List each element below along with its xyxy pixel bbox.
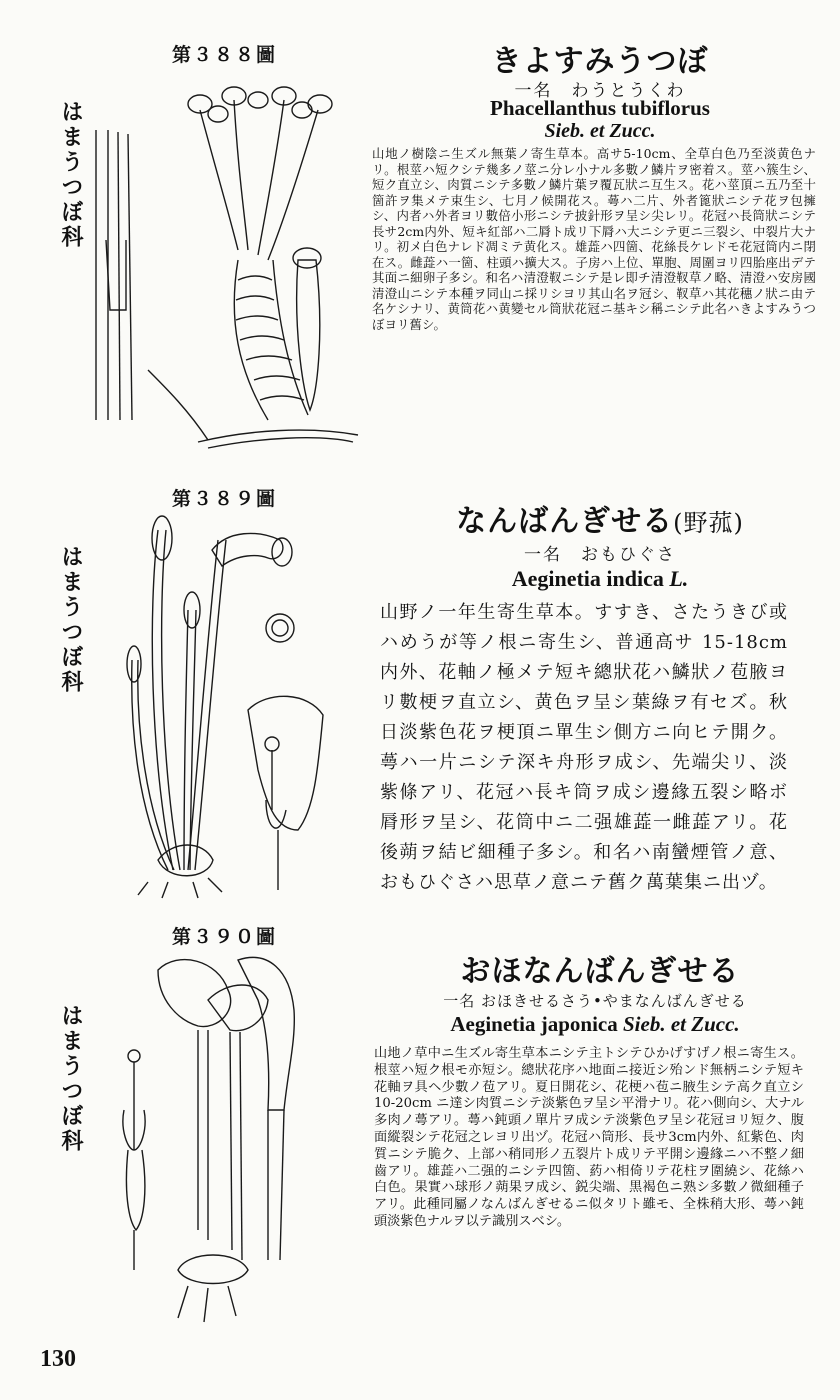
latin-author-line — [395, 120, 805, 143]
entry-description: 山地ノ樹陰ニ生ズル無葉ノ寄生草本。高サ5-10cm、全草白色乃至淡黄色ナリ。根莖ハ短クシテ幾多ノ莖ニ分レ小ナル多數ノ鱗片ヲ密着ス。莖ハ簇生シ、短ク直立シ、肉質ニシテ多數ノ鱗片葉ヲ覆瓦狀ニ互生ス。花ハ莖頂ニ五乃至十箇許ヲ集メテ束生シ、七月ノ候開花ス。蕚ハ二片、外者篦狀ニシテ花ヲ包擁シ、内者ハ外者ヨリ數倍小形ニシテ披針形ヲ呈シ尖レリ。花冠ハ長筒狀ニシテ長サ2cm内外、短キ紅部ハ二脣ト成リ下脣ハ大ニシテ更ニ三裂シ、中裂片大ナリ。初メ白色ナレド凋ミテ黄化ス。雄蕋ハ四箇、花絲長ケレドモ花冠筒内ニ閉在ス。雌蕋ハ一箇、柱頭ハ擴大ス。子房ハ上位、單胞、周圍ヨリ四胎座出デテ其面ニ細卵子多シ。和名ハ清澄靫ニシテ是レ即チ清澄靫草ノ略、清澄ハ安房國清澄山ニシテ本種ヲ同山ニ採リシヨリ其山名ヲ冠シ、靫草ハ其花穗ノ狀ニ由テ名ケシナリ、黄筒花ハ黄變セル筒狀花冠ニ基キシ稱ニシテ此名ハきよすみうつぼヨリ舊シ。 — [372, 146, 816, 332]
entry-title-kana: なんばんぎせる — [456, 504, 674, 539]
figure-label: 第３９０圖 — [172, 926, 278, 948]
latin-name — [395, 96, 805, 121]
entry-title: きよすみうつぼ — [491, 44, 709, 79]
page-number: 130 — [40, 1346, 76, 1372]
entry-title: おほなんばんぎせる — [460, 954, 740, 989]
latin-author: L. — [669, 566, 689, 591]
latin-author: Sieb. et Zucc. — [623, 1012, 740, 1036]
entry-title-kanji: (野菰) — [673, 509, 744, 537]
latin-binomial: Aeginetia japonica — [450, 1012, 618, 1036]
figure-label: 第３８９圖 — [172, 488, 278, 510]
latin-binomial: Aeginetia indica — [511, 566, 664, 591]
illustration-aeginetia-japonica — [118, 950, 358, 1380]
figure-label: 第３８８圖 — [172, 44, 278, 66]
illustration-phacellanthus — [88, 70, 388, 490]
latin-name — [380, 1012, 810, 1037]
illustration-aeginetia-indica — [118, 510, 348, 900]
entry-title — [395, 496, 805, 540]
family-label: はまうつぼ科 — [58, 100, 84, 250]
entry-alias: 一名 わうとうくわ — [514, 81, 686, 101]
family-label: はまうつぼ科 — [58, 545, 84, 695]
entry-description: 山地ノ草中ニ生ズル寄生草本ニシテ主トシテひかげすげノ根ニ寄生ス。根莖ハ短ク根モ亦短シ。總狀花序ハ地面ニ接近シ殆ンド無柄ニシテ短キ花軸ヲ具ヘ少數ノ苞アリ。夏日開花シ、花梗ハ苞ニ腋生シテ高ク直立シ10-20cm ニ達シ肉質ニシテ淡紫色ヲ呈シ平滑ナリ。花ハ側向シ、大ナル多肉ノ蕚アリ。蕚ハ鈍頭ノ單片ヲ成シテ淡紫色ヲ呈シ花冠ヨリ短ク、腹面縱裂シテ花冠之レヨリ出ヅ。花冠ハ筒形、長サ3cm内外、紅紫色、肉質ニシテ脆ク、上部ハ稍同形ノ五裂片ト成リテ平開シ邊緣ニハ不整ノ細齒アリ。雄蕋ハ二强的ニシテ四箇、葯ハ相倚リテ花柱ヲ圍繞シ、花絲ハ白色。果實ハ球形ノ蒴果ヲ成シ、鋭尖端、黒褐色ニ熟シ多數ノ微細種子アリ。此種同屬ノなんばんぎせるニ似タリト雖モ、全株稍大形、蕚ハ鈍頭淡紫色ナルヲ以テ識別スベシ。 — [374, 1046, 804, 1229]
entry-alias: 一名 おほきせるさう•やまなんばんぎせる — [443, 992, 747, 1010]
entry-alias: 一名 おもひぐさ — [524, 545, 676, 565]
latin-binomial: Phacellanthus tubiflorus — [490, 96, 710, 120]
latin-author: Sieb. et Zucc. — [544, 120, 656, 142]
entry-description: 山野ノ一年生寄生草本。すすき、さたうきび或ハめうが等ノ根ニ寄生シ、普通高サ 15-18cm 内外、花軸ノ極メテ短キ總狀花ハ鱗狀ノ苞腋ヨリ數梗ヲ直立シ、黄色ヲ呈シ葉綠ヲ有セズ。秋日淡紫色花ヲ梗頂ニ單生シ側方ニ向ヒテ開ク。蕚ハ一片ニシテ深キ舟形ヲ成シ、先端尖リ、淡紫條アリ、花冠ハ長キ筒ヲ成シ邊緣五裂シ略ボ脣形ヲ呈シ、花筒中ニ二强雄蕋一雌蕋アリ。花後蒴ヲ結ビ細種子多シ。和名ハ南蠻煙管ノ意、おもひぐさハ思草ノ意ニテ舊ク萬葉集ニ出ヅ。 — [380, 602, 788, 893]
family-label: はまうつぼ科 — [58, 1004, 84, 1154]
latin-name — [395, 566, 805, 592]
